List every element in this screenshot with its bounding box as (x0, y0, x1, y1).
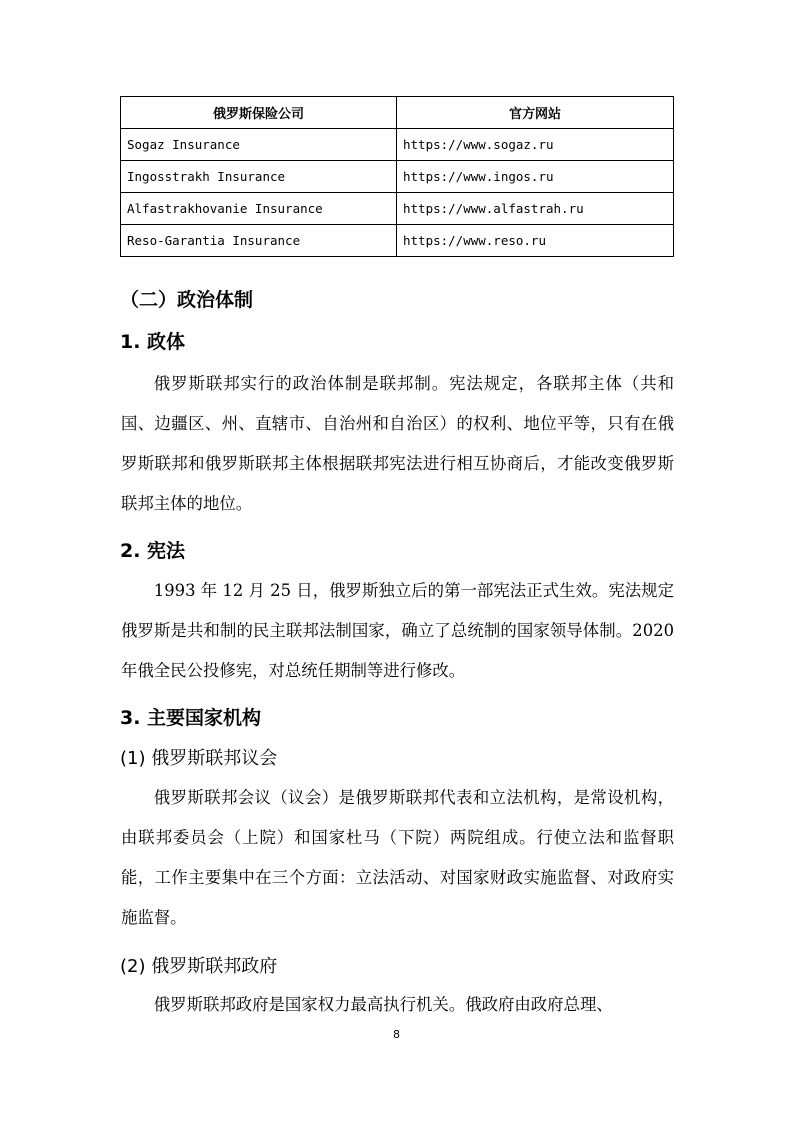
company-name-cell: Alfastrakhovanie Insurance (121, 193, 397, 225)
heading-political-system: 1. 政体 (120, 331, 186, 353)
company-name-cell: Reso-Garantia Insurance (121, 225, 397, 257)
company-name-cell: Sogaz Insurance (121, 129, 397, 161)
paragraph-political-system: 俄罗斯联邦实行的政治体制是联邦制。宪法规定，各联邦主体（共和国、边疆区、州、直辖市、自治州和自治区）的权利、地位平等，只有在俄罗斯联邦和俄罗斯联邦主体根据联邦宪法进行相互协商后，才能改变俄罗斯联邦主体的地位。 (121, 374, 674, 513)
table-row (121, 225, 674, 257)
section-title: （二）政治体制 (120, 289, 254, 311)
paragraph-federal-assembly: 俄罗斯联邦会议（议会）是俄罗斯联邦代表和立法机构，是常设机构，由联邦委员会（上院）和国家杜马（下院）两院组成。行使立法和监督职能，工作主要集中在三个方面：立法活动、对国家财政实施监督、对政府实施监督。 (121, 788, 674, 927)
heading-state-institutions: 3. 主要国家机构 (120, 707, 262, 729)
table-row (121, 161, 674, 193)
column-header-website: 官方网站 (397, 97, 674, 129)
paragraph-constitution: 1993 年 12 月 25 日，俄罗斯独立后的第一部宪法正式生效。宪法规定俄罗斯是共和制的民主联邦法制国家，确立了总统制的国家领导体制。2020 年俄全民公投修宪，对总统任期制等进行修改。 (121, 581, 674, 680)
website-cell: https://www.alfastrah.ru (397, 193, 674, 225)
page-number: 8 (393, 1028, 400, 1041)
insurance-companies-table (120, 96, 674, 257)
subheading-federal-assembly: (1) 俄罗斯联邦议会 (120, 748, 278, 769)
subheading-federal-government: (2) 俄罗斯联邦政府 (120, 956, 278, 977)
company-name-cell: Ingosstrakh Insurance (121, 161, 397, 193)
column-header-company: 俄罗斯保险公司 (121, 97, 397, 129)
table-header-row (121, 97, 674, 129)
paragraph-federal-government: 俄罗斯联邦政府是国家权力最高执行机关。俄政府由政府总理、 (153, 995, 613, 1014)
heading-constitution: 2. 宪法 (120, 540, 186, 562)
website-cell: https://www.sogaz.ru (397, 129, 674, 161)
website-cell: https://www.reso.ru (397, 225, 674, 257)
table-row (121, 193, 674, 225)
website-cell: https://www.ingos.ru (397, 161, 674, 193)
table-row (121, 129, 674, 161)
